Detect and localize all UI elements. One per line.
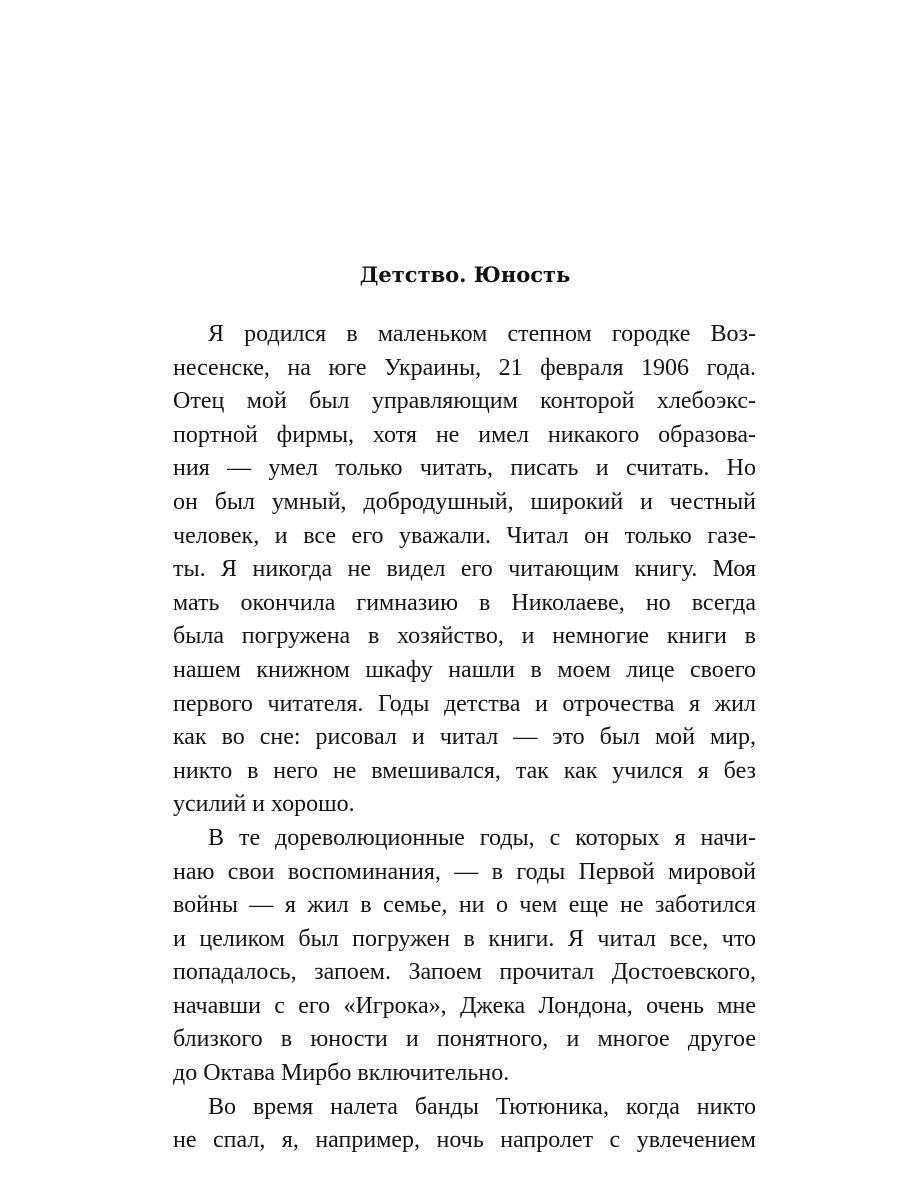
text-line: как во сне: рисовал и читал — это был мой мир,	[173, 724, 756, 751]
text-line: близкого в юности и понятного, и многое другое	[173, 1026, 756, 1053]
text-line: мать окончила гимназию в Николаеве, но всегда	[173, 589, 756, 616]
text-line: ния — умел только читать, писать и считать. Но	[173, 455, 756, 482]
text-line: Отец мой был управляющим конторой хлебоэкс-	[173, 388, 756, 415]
text-line: до Октава Мирбо включительно.	[173, 1060, 510, 1087]
text-line: усилий и хорошо.	[173, 791, 355, 818]
paragraph	[173, 1091, 756, 1158]
paragraph	[173, 822, 756, 1091]
text-line: была погружена в хозяйство, и немногие книги в	[173, 623, 756, 650]
text-line: наю свои воспоминания, — в годы Первой мировой	[173, 858, 756, 885]
text-line: В те дореволюционные годы, с которых я начи-	[208, 824, 756, 851]
text-line: не спал, я, например, ночь напролет с увлечением	[173, 1127, 756, 1154]
text-line: человек, и все его уважали. Читал он только газе-	[173, 522, 756, 549]
text-line: Во время налета банды Тютюника, когда никто	[208, 1093, 756, 1120]
body-text	[173, 318, 756, 1158]
text-line: Я родился в маленьком степном городке Воз-	[208, 321, 756, 347]
text-line: нашем книжном шкафу нашли в моем лице своего	[173, 656, 756, 683]
paragraph	[173, 318, 756, 822]
text-line: он был умный, добродушный, широкий и честный	[173, 488, 756, 515]
text-line: портной фирмы, хотя не имел никакого образова-	[173, 421, 756, 448]
text-line: начавши с его «Игрока», Джека Лондона, очень мне	[173, 992, 756, 1019]
text-line: первого читателя. Годы детства и отрочества я жил	[173, 690, 756, 717]
text-line: ты. Я никогда не видел его читающим книгу. Моя	[173, 556, 756, 583]
text-line: попадалось, запоем. Запоем прочитал Достоевского,	[173, 959, 756, 986]
text-line: никто в него не вмешивался, так как учился я без	[173, 757, 756, 784]
text-line: и целиком был погружен в книги. Я читал все, что	[173, 925, 756, 952]
text-line: несенске, на юге Украины, 21 февраля 1906 года.	[173, 354, 756, 381]
text-line: войны — я жил в семье, ни о чем еще не заботился	[173, 892, 756, 919]
chapter-title: Детство. Юность	[359, 262, 571, 287]
